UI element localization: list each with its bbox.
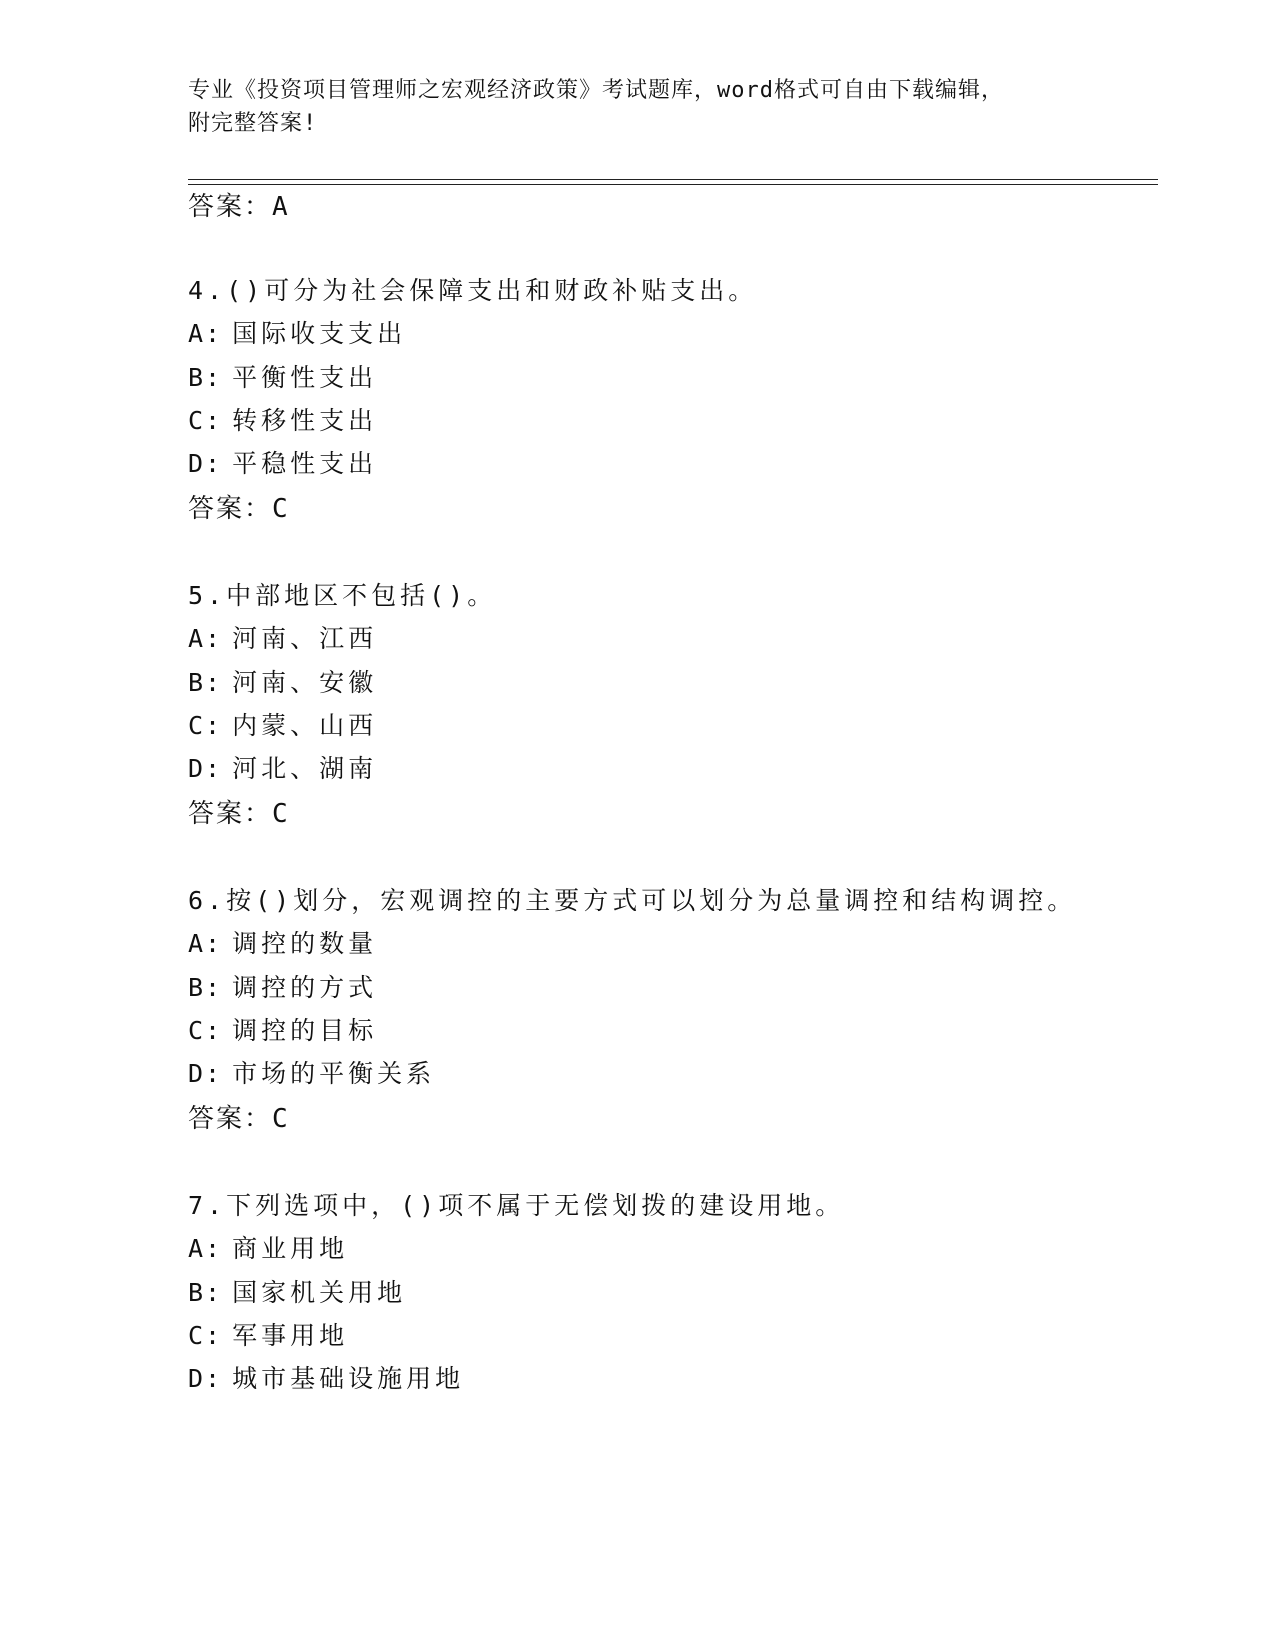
option-d: D: 城市基础设施用地 bbox=[188, 1364, 465, 1393]
header-line-2: 附完整答案! bbox=[188, 111, 318, 136]
answer-line bbox=[188, 492, 290, 526]
answer-label: 答案： bbox=[188, 494, 273, 524]
question-stem: 6.按()划分，宏观调控的主要方式可以划分为总量调控和结构调控。 bbox=[188, 886, 1077, 915]
option-d: D: 市场的平衡关系 bbox=[188, 1059, 436, 1088]
option-a: A: 调控的数量 bbox=[188, 929, 378, 958]
header-divider-bottom bbox=[188, 184, 1158, 185]
option-c: C: 内蒙、山西 bbox=[188, 711, 378, 740]
question-stem: 5.中部地区不包括()。 bbox=[188, 581, 497, 610]
option-d: D: 河北、湖南 bbox=[188, 754, 378, 783]
header-divider-top bbox=[188, 179, 1158, 180]
option-d: D: 平稳性支出 bbox=[188, 449, 378, 478]
option-c: C: 军事用地 bbox=[188, 1321, 349, 1350]
answer-line bbox=[188, 1102, 290, 1136]
question-stem: 4.()可分为社会保障支出和财政补贴支出。 bbox=[188, 276, 758, 305]
answer-line bbox=[188, 190, 290, 224]
option-a: A: 商业用地 bbox=[188, 1234, 349, 1263]
option-c: C: 调控的目标 bbox=[188, 1016, 378, 1045]
option-a: A: 河南、江西 bbox=[188, 624, 378, 653]
answer-value: C bbox=[272, 1104, 290, 1134]
option-a: A: 国际收支支出 bbox=[188, 319, 407, 348]
question-stem: 7.下列选项中，()项不属于无偿划拨的建设用地。 bbox=[188, 1191, 845, 1220]
answer-label: 答案： bbox=[188, 799, 273, 829]
option-b: B: 河南、安徽 bbox=[188, 668, 378, 697]
answer-label: 答案： bbox=[188, 192, 273, 222]
option-c: C: 转移性支出 bbox=[188, 406, 378, 435]
document-header bbox=[188, 74, 1088, 140]
option-b: B: 平衡性支出 bbox=[188, 363, 378, 392]
answer-value: C bbox=[272, 494, 290, 524]
answer-line bbox=[188, 797, 290, 831]
answer-value: A bbox=[272, 192, 290, 222]
option-b: B: 调控的方式 bbox=[188, 973, 378, 1002]
option-b: B: 国家机关用地 bbox=[188, 1278, 407, 1307]
answer-value: C bbox=[272, 799, 290, 829]
header-line-1: 专业《投资项目管理师之宏观经济政策》考试题库，word格式可自由下载编辑， bbox=[188, 78, 1004, 103]
answer-label: 答案： bbox=[188, 1104, 273, 1134]
